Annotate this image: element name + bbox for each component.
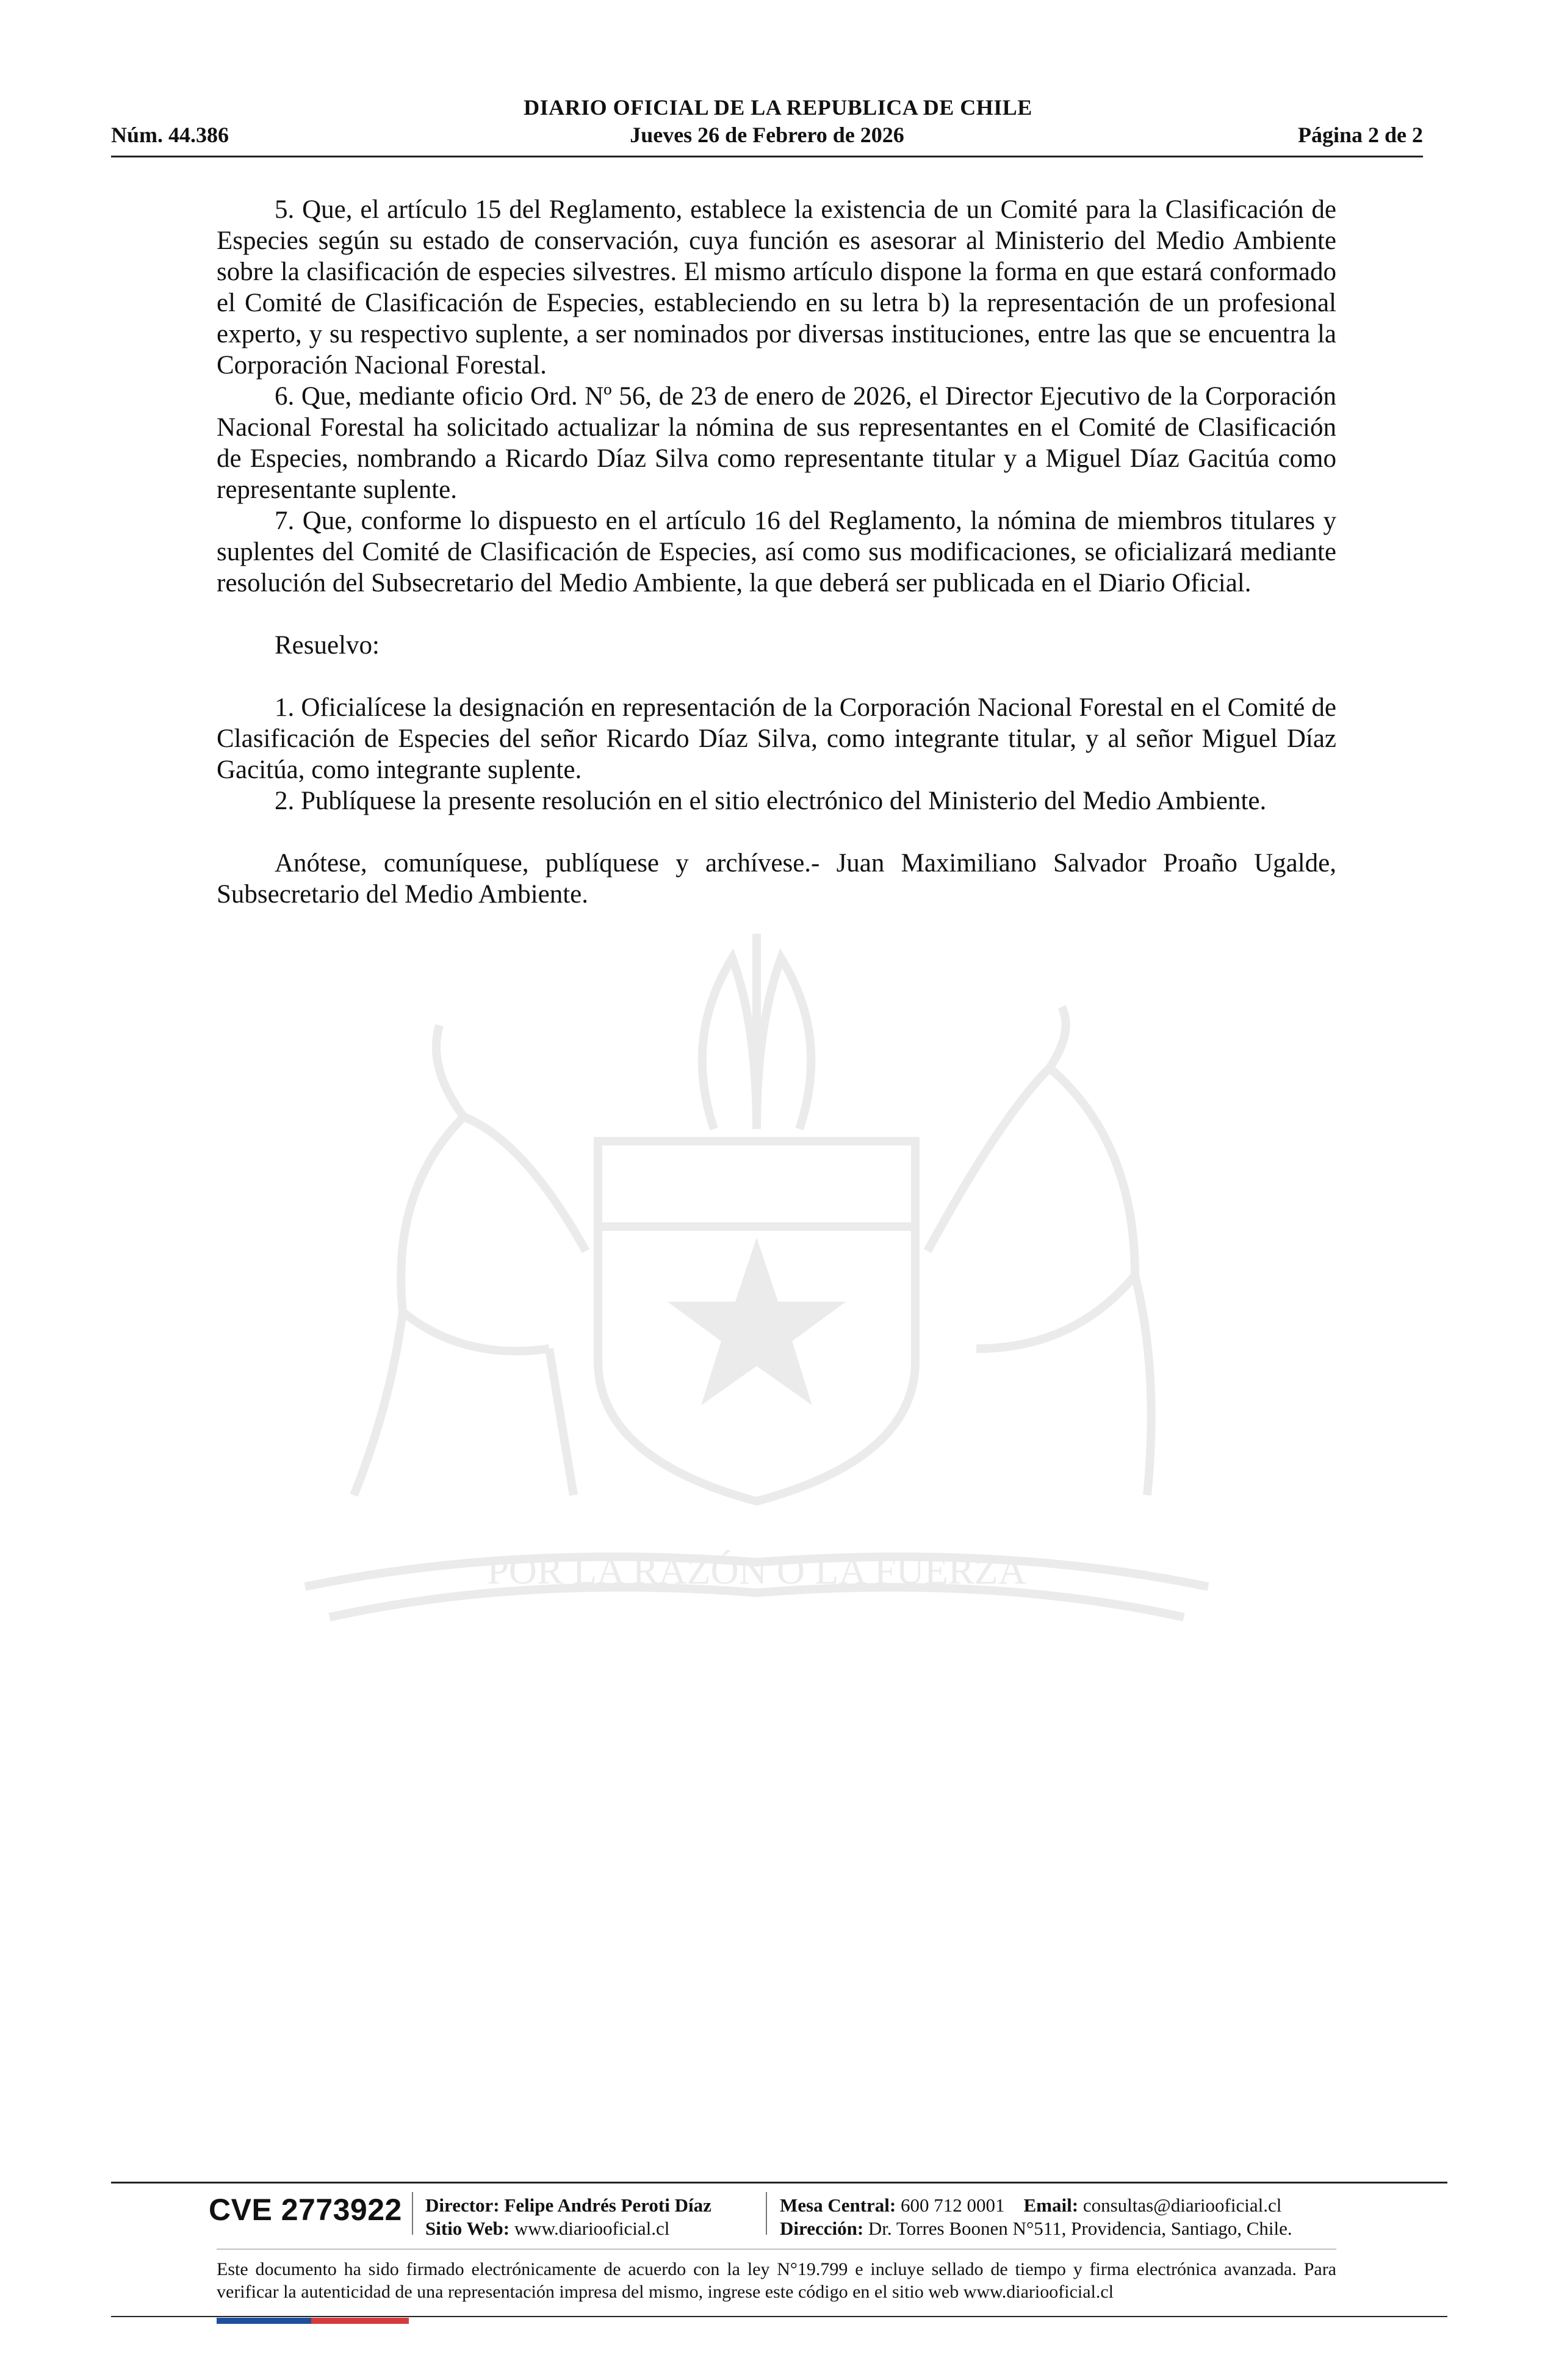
- email-link[interactable]: consultas@diariooficial.cl: [1082, 2194, 1282, 2216]
- paragraph-5: 5. Que, el artículo 15 del Reglamento, establece la existencia de un Comité para la Clasificación de Especies según su estado de conservación, cuya función es asesorar al Ministerio del Medio Ambiente sobre la clasificación de especies silvestres. El mismo artículo dispone la forma en que estará conformado el Comité de Clasificación de Especies, estableciendo en su letra b) la representación de un profesional experto, y su respectivo suplente, a ser nominados por diversas instituciones, entre las que se encuentra la Corporación Nacional Forestal.: [217, 195, 1336, 380]
- footer-bottom-divider: [111, 2316, 1447, 2317]
- closing-signature: Anótese, comuníquese, publíquese y archívese.- Juan Maximiliano Salvador Proaño Ugalde, Subsecretario del Medio Ambiente.: [217, 849, 1336, 909]
- phone-label: Mesa Central:: [780, 2194, 896, 2216]
- director-label: Director:: [425, 2194, 500, 2216]
- watermark-motto: POR LA RAZÓN O LA FUERZA: [487, 1549, 1026, 1592]
- header-row: [111, 122, 1423, 148]
- address-value: Dr. Torres Boonen N°511, Providencia, Santiago, Chile.: [868, 2218, 1292, 2239]
- web-link[interactable]: www.diariooficial.cl: [514, 2218, 670, 2239]
- coat-of-arms-watermark-icon: [207, 885, 1306, 1678]
- address-label: Dirección:: [780, 2218, 864, 2239]
- footer-divider: [111, 2182, 1447, 2183]
- web-label: Sitio Web:: [425, 2218, 510, 2239]
- signature-notice: Este documento ha sido firmado electrónicamente de acuerdo con la ley N°19.799 e incluye sellado de tiempo y firma electrónica avanzada. Para verificar la autenticidad de una representación impresa del mismo, ingrese este código en el sitio web www.diariooficial.cl: [217, 2259, 1336, 2302]
- phone-value: 600 712 0001: [901, 2194, 1005, 2216]
- flag-stripe-blue: [217, 2318, 311, 2324]
- page-indicator: Página 2 de 2: [1297, 123, 1423, 147]
- paragraph-7: 7. Que, conforme lo dispuesto en el artículo 16 del Reglamento, la nómina de miembros titulares y suplentes del Comité de Clasificación de Especies, así como sus modificaciones, se oficializará mediante resolución del Subsecretario del Medio Ambiente, la que deberá ser publicada en el Diario Oficial.: [217, 507, 1336, 597]
- resuelvo-heading: Resuelvo:: [275, 631, 380, 660]
- footer-director-block: [425, 2194, 711, 2240]
- issue-number: Núm. 44.386: [111, 123, 229, 147]
- document-body: [217, 194, 1336, 910]
- footer-separator: [412, 2192, 413, 2235]
- email-label: Email:: [1023, 2194, 1079, 2216]
- resolution-2: 2. Publíquese la presente resolución en el sitio electrónico del Ministerio del Medio Ambiente.: [275, 787, 1267, 815]
- footer-contact-block: [780, 2194, 1292, 2240]
- footer-separator: [766, 2192, 767, 2235]
- publication-title: DIARIO OFICIAL DE LA REPUBLICA DE CHILE: [524, 95, 1032, 120]
- header-divider: [111, 156, 1423, 157]
- director-name: Felipe Andrés Peroti Díaz: [504, 2194, 711, 2216]
- paragraph-6: 6. Que, mediante oficio Ord. Nº 56, de 23 de enero de 2026, el Director Ejecutivo de la Corporación Nacional Forestal ha solicitado actualizar la nómina de sus representantes en el Comité de Clasificación de Especies, nombrando a Ricardo Díaz Silva como representante titular y a Miguel Díaz Gacitúa como representante suplente.: [217, 382, 1336, 504]
- resolution-1: 1. Oficialícese la designación en representación de la Corporación Nacional Forestal en el Comité de Clasificación de Especies del señor Ricardo Díaz Silva, como integrante titular, y al señor Miguel Díaz Gacitúa, como integrante suplente.: [217, 693, 1336, 784]
- cve-code: CVE 2773922: [209, 2193, 402, 2227]
- flag-stripe-red: [311, 2318, 409, 2324]
- issue-date: Jueves 26 de Febrero de 2026: [630, 123, 904, 147]
